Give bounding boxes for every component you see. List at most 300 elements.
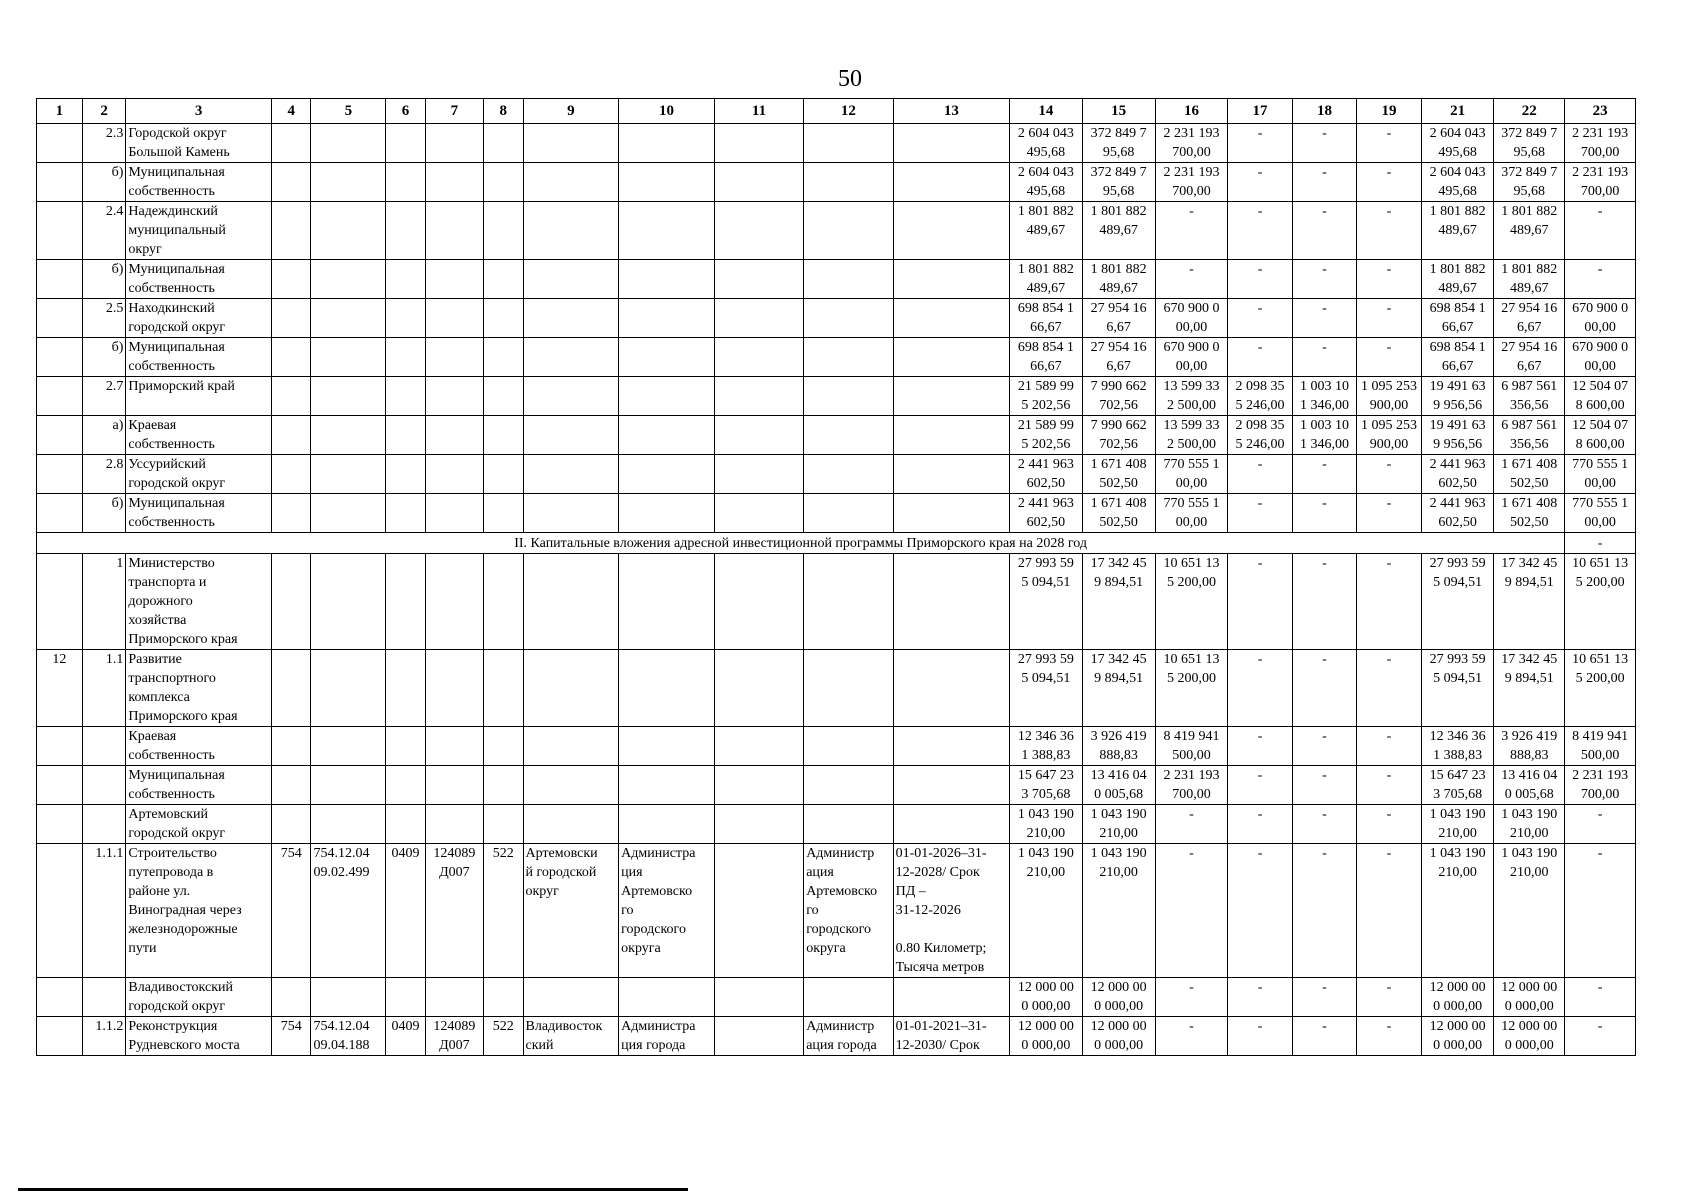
table-cell — [386, 416, 426, 455]
table-cell: - — [1357, 260, 1421, 299]
table-cell — [311, 805, 386, 844]
table-row — [37, 650, 1636, 727]
table-cell — [484, 124, 524, 163]
table-cell — [714, 299, 803, 338]
header-cell: 2 — [82, 99, 126, 124]
table-cell: - — [1292, 455, 1356, 494]
table-cell — [484, 338, 524, 377]
table-cell — [37, 338, 83, 377]
table-cell: 13 599 33 2 500,00 — [1155, 416, 1228, 455]
table-cell — [82, 978, 126, 1017]
table-cell: 2 441 963 602,50 — [1421, 494, 1494, 533]
table-cell: 27 954 16 6,67 — [1082, 299, 1155, 338]
table-cell: - — [1565, 202, 1636, 260]
table-cell — [893, 416, 1009, 455]
table-cell: 27 993 59 5 094,51 — [1010, 650, 1083, 727]
table-cell: - — [1292, 805, 1356, 844]
table-cell: - — [1155, 805, 1228, 844]
header-cell: 10 — [619, 99, 715, 124]
table-row — [37, 1017, 1636, 1056]
table-cell: 1 095 253 900,00 — [1357, 416, 1421, 455]
table-cell — [804, 202, 893, 260]
table-cell: - — [1357, 124, 1421, 163]
table-cell — [484, 727, 524, 766]
table-cell: 1 801 882 489,67 — [1494, 260, 1565, 299]
header-cell: 8 — [484, 99, 524, 124]
table-cell — [271, 202, 311, 260]
table-cell — [804, 554, 893, 650]
table-cell: - — [1292, 554, 1356, 650]
table-cell: 12 000 00 0 000,00 — [1421, 1017, 1494, 1056]
section-title: II. Капитальные вложения адресной инвестиционной программы Приморского края на 2028 год — [37, 533, 1565, 554]
table-cell: 21 589 99 5 202,56 — [1010, 416, 1083, 455]
table-cell — [271, 494, 311, 533]
table-cell: 1 043 190 210,00 — [1082, 844, 1155, 978]
table-cell — [714, 260, 803, 299]
table-cell — [523, 260, 619, 299]
table-cell — [714, 494, 803, 533]
table-cell — [311, 978, 386, 1017]
table-cell: 10 651 13 5 200,00 — [1155, 650, 1228, 727]
table-cell: 1 043 190 210,00 — [1082, 805, 1155, 844]
table-cell — [271, 554, 311, 650]
table-cell: б) — [82, 163, 126, 202]
table-cell: 670 900 0 00,00 — [1565, 299, 1636, 338]
table-cell — [619, 416, 715, 455]
table-cell: - — [1228, 163, 1292, 202]
header-cell: 17 — [1228, 99, 1292, 124]
table-cell: 19 491 63 9 956,56 — [1421, 416, 1494, 455]
table-cell: Строительство путепровода в районе ул. Виноградная через железнодорожные пути — [126, 844, 272, 978]
table-cell — [37, 978, 83, 1017]
table-cell: 698 854 1 66,67 — [1010, 338, 1083, 377]
table-cell: 7 990 662 702,56 — [1082, 416, 1155, 455]
header-cell: 4 — [271, 99, 311, 124]
table-cell — [804, 727, 893, 766]
header-cell: 6 — [386, 99, 426, 124]
table-cell — [619, 202, 715, 260]
table-cell — [804, 455, 893, 494]
table-cell: 12 000 00 0 000,00 — [1010, 978, 1083, 1017]
table-cell: 1 801 882 489,67 — [1010, 202, 1083, 260]
table-cell — [386, 766, 426, 805]
table-cell: 12 000 00 0 000,00 — [1082, 978, 1155, 1017]
table-cell: 1 801 882 489,67 — [1494, 202, 1565, 260]
table-cell: 670 900 0 00,00 — [1155, 299, 1228, 338]
table-cell: 1 095 253 900,00 — [1357, 377, 1421, 416]
table-cell: - — [1155, 978, 1228, 1017]
table-cell — [893, 124, 1009, 163]
table-row — [37, 727, 1636, 766]
table-cell — [271, 727, 311, 766]
table-cell: 2 441 963 602,50 — [1421, 455, 1494, 494]
table-cell: 10 651 13 5 200,00 — [1565, 554, 1636, 650]
table-cell: 12 000 00 0 000,00 — [1494, 978, 1565, 1017]
table-cell: Приморский край — [126, 377, 272, 416]
table-cell — [523, 202, 619, 260]
table-cell: 2.5 — [82, 299, 126, 338]
table-cell: Администр ация Артемовско го городского округа — [804, 844, 893, 978]
table-cell — [714, 163, 803, 202]
table-cell — [619, 650, 715, 727]
table-cell: - — [1228, 650, 1292, 727]
table-cell — [311, 260, 386, 299]
table-cell: - — [1292, 727, 1356, 766]
table-cell — [311, 455, 386, 494]
table-cell — [271, 124, 311, 163]
table-cell: 12 000 00 0 000,00 — [1421, 978, 1494, 1017]
table-cell: 1 801 882 489,67 — [1082, 260, 1155, 299]
table-cell: - — [1565, 844, 1636, 978]
header-cell: 18 — [1292, 99, 1356, 124]
table-cell — [386, 163, 426, 202]
table-cell: 2 604 043 495,68 — [1010, 163, 1083, 202]
table-cell — [37, 124, 83, 163]
table-cell: 1 043 190 210,00 — [1010, 805, 1083, 844]
table-cell: 27 993 59 5 094,51 — [1010, 554, 1083, 650]
table-cell: - — [1228, 124, 1292, 163]
table-cell — [37, 766, 83, 805]
table-cell: 1 671 408 502,50 — [1494, 455, 1565, 494]
header-cell: 15 — [1082, 99, 1155, 124]
table-cell — [804, 805, 893, 844]
table-cell: - — [1565, 1017, 1636, 1056]
table-cell — [311, 202, 386, 260]
table-cell: - — [1228, 299, 1292, 338]
table-cell: - — [1228, 455, 1292, 494]
table-cell: Артемовский городской округ — [126, 805, 272, 844]
table-cell: 27 993 59 5 094,51 — [1421, 554, 1494, 650]
table-cell: б) — [82, 494, 126, 533]
table-cell — [714, 455, 803, 494]
table-cell — [804, 978, 893, 1017]
header-cell: 5 — [311, 99, 386, 124]
table-cell: - — [1565, 805, 1636, 844]
header-cell: 16 — [1155, 99, 1228, 124]
table-cell: 2 604 043 495,68 — [1010, 124, 1083, 163]
page-number: 50 — [838, 66, 862, 92]
table-cell: 1 671 408 502,50 — [1082, 494, 1155, 533]
table-cell — [386, 260, 426, 299]
table-cell — [619, 299, 715, 338]
table-cell: 1 003 10 1 346,00 — [1292, 377, 1356, 416]
table-cell — [714, 650, 803, 727]
table-cell — [311, 124, 386, 163]
table-cell: Развитие транспортного комплекса Приморского края — [126, 650, 272, 727]
table-cell: 754.12.04 09.04.188 — [311, 1017, 386, 1056]
table-cell — [425, 260, 483, 299]
table-cell: - — [1228, 202, 1292, 260]
table-cell — [804, 260, 893, 299]
table-cell — [804, 338, 893, 377]
table-cell: 1 801 882 489,67 — [1082, 202, 1155, 260]
table-cell — [523, 727, 619, 766]
table-cell — [804, 299, 893, 338]
table-cell — [311, 766, 386, 805]
table-cell — [386, 338, 426, 377]
table-row — [37, 494, 1636, 533]
header-cell: 12 — [804, 99, 893, 124]
table-row — [37, 377, 1636, 416]
table-cell: Муниципальная собственность — [126, 163, 272, 202]
table-cell: 2 231 193 700,00 — [1565, 766, 1636, 805]
table-cell: 1 671 408 502,50 — [1082, 455, 1155, 494]
table-row — [37, 805, 1636, 844]
table-cell: - — [1357, 202, 1421, 260]
table-cell — [37, 299, 83, 338]
table-row — [37, 416, 1636, 455]
table-cell: - — [1228, 1017, 1292, 1056]
table-cell: 12 346 36 1 388,83 — [1010, 727, 1083, 766]
table-cell — [271, 377, 311, 416]
table-cell — [311, 554, 386, 650]
table-cell: - — [1155, 202, 1228, 260]
table-cell — [484, 377, 524, 416]
table-cell — [893, 805, 1009, 844]
table-cell: 3 926 419 888,83 — [1494, 727, 1565, 766]
table-cell — [386, 805, 426, 844]
table-cell: - — [1228, 727, 1292, 766]
table-cell: 2.7 — [82, 377, 126, 416]
table-cell: 2 231 193 700,00 — [1155, 163, 1228, 202]
table-cell — [714, 727, 803, 766]
table-cell: - — [1357, 805, 1421, 844]
table-cell: 27 954 16 6,67 — [1494, 299, 1565, 338]
table-cell: - — [1292, 338, 1356, 377]
table-cell: б) — [82, 338, 126, 377]
table-cell — [714, 844, 803, 978]
table-cell: - — [1357, 554, 1421, 650]
table-row — [37, 202, 1636, 260]
table-cell — [893, 766, 1009, 805]
header-cell: 7 — [425, 99, 483, 124]
table-cell: 1 671 408 502,50 — [1494, 494, 1565, 533]
table-cell — [804, 766, 893, 805]
table-cell — [425, 416, 483, 455]
table-cell: - — [1292, 124, 1356, 163]
table-cell: 12 000 00 0 000,00 — [1010, 1017, 1083, 1056]
table-cell — [714, 416, 803, 455]
table-row — [37, 455, 1636, 494]
header-row — [37, 99, 1636, 124]
table-cell — [619, 455, 715, 494]
table-cell — [714, 554, 803, 650]
table-cell: - — [1292, 1017, 1356, 1056]
table-cell: - — [1565, 978, 1636, 1017]
table-cell: 6 987 561 356,56 — [1494, 377, 1565, 416]
table-cell: 15 647 23 3 705,68 — [1010, 766, 1083, 805]
table-cell: Муниципальная собственность — [126, 338, 272, 377]
table-cell: - — [1292, 844, 1356, 978]
table-cell: 27 993 59 5 094,51 — [1421, 650, 1494, 727]
header-cell: 23 — [1565, 99, 1636, 124]
table-cell — [714, 377, 803, 416]
header-cell: 9 — [523, 99, 619, 124]
table-cell — [484, 202, 524, 260]
table-cell: 2 441 963 602,50 — [1010, 455, 1083, 494]
table-cell — [311, 650, 386, 727]
table-cell: 27 954 16 6,67 — [1082, 338, 1155, 377]
table-cell — [893, 978, 1009, 1017]
table-cell: 01-01-2026–31- 12-2028/ Срок ПД – 31-12-2026 0.80 Километр; Тысяча метров — [893, 844, 1009, 978]
table-cell — [425, 124, 483, 163]
table-cell — [484, 805, 524, 844]
table-cell: Администр ация города — [804, 1017, 893, 1056]
table-cell: Муниципальная собственность — [126, 260, 272, 299]
table-cell: Министерство транспорта и дорожного хозяйства Приморского края — [126, 554, 272, 650]
table-cell: 1 043 190 210,00 — [1010, 844, 1083, 978]
table-cell: 12 504 07 8 600,00 — [1565, 416, 1636, 455]
table-cell — [893, 299, 1009, 338]
table-cell — [714, 978, 803, 1017]
table-cell — [714, 124, 803, 163]
table-cell: - — [1565, 260, 1636, 299]
table-cell: 372 849 7 95,68 — [1082, 124, 1155, 163]
table-cell: 522 — [484, 1017, 524, 1056]
table-cell — [523, 455, 619, 494]
table-cell — [893, 554, 1009, 650]
table-cell — [271, 978, 311, 1017]
table-cell — [271, 805, 311, 844]
table-cell — [714, 766, 803, 805]
table-cell: 372 849 7 95,68 — [1494, 163, 1565, 202]
table-cell — [804, 650, 893, 727]
table-cell: 2 604 043 495,68 — [1421, 124, 1494, 163]
table-cell: 770 555 1 00,00 — [1155, 494, 1228, 533]
table-cell: Краевая собственность — [126, 727, 272, 766]
table-cell: 15 647 23 3 705,68 — [1421, 766, 1494, 805]
table-cell — [271, 650, 311, 727]
table-cell: 12 346 36 1 388,83 — [1421, 727, 1494, 766]
table-cell: - — [1228, 554, 1292, 650]
table-cell — [271, 260, 311, 299]
table-cell: 770 555 1 00,00 — [1565, 494, 1636, 533]
header-cell: 14 — [1010, 99, 1083, 124]
table-cell: - — [1292, 163, 1356, 202]
table-cell — [484, 650, 524, 727]
table-cell — [311, 416, 386, 455]
table-cell — [386, 377, 426, 416]
table-cell: 522 — [484, 844, 524, 978]
table-cell: б) — [82, 260, 126, 299]
table-row — [37, 124, 1636, 163]
table-cell: Реконструкция Рудневского моста — [126, 1017, 272, 1056]
table-cell: 1.1.1 — [82, 844, 126, 978]
table-cell: 0409 — [386, 1017, 426, 1056]
table-cell: 1 003 10 1 346,00 — [1292, 416, 1356, 455]
table-cell: 698 854 1 66,67 — [1421, 338, 1494, 377]
table-cell: Муниципальная собственность — [126, 766, 272, 805]
table-cell: 754 — [271, 1017, 311, 1056]
table-cell: 698 854 1 66,67 — [1421, 299, 1494, 338]
table-cell: - — [1357, 844, 1421, 978]
header-cell: 22 — [1494, 99, 1565, 124]
table-cell — [425, 727, 483, 766]
table-cell — [523, 494, 619, 533]
table-cell — [271, 338, 311, 377]
table-cell — [37, 455, 83, 494]
table-cell: 2 231 193 700,00 — [1565, 163, 1636, 202]
table-cell — [714, 338, 803, 377]
table-cell — [484, 455, 524, 494]
table-cell — [386, 554, 426, 650]
table-cell — [425, 978, 483, 1017]
table-cell: 12 000 00 0 000,00 — [1082, 1017, 1155, 1056]
table-cell — [37, 554, 83, 650]
table-cell — [484, 416, 524, 455]
table-cell — [619, 766, 715, 805]
table-cell: - — [1292, 202, 1356, 260]
table-cell — [386, 978, 426, 1017]
table-cell: - — [1357, 338, 1421, 377]
table-cell — [37, 163, 83, 202]
table-row — [37, 299, 1636, 338]
table-cell: 12 — [37, 650, 83, 727]
table-cell: - — [1357, 494, 1421, 533]
table-cell — [425, 163, 483, 202]
table-cell — [425, 202, 483, 260]
table-cell — [893, 202, 1009, 260]
table-cell: - — [1228, 978, 1292, 1017]
table-cell — [804, 163, 893, 202]
table-cell — [619, 163, 715, 202]
table-cell — [425, 766, 483, 805]
table-cell — [893, 650, 1009, 727]
table-cell — [386, 299, 426, 338]
section-last-cell: - — [1565, 533, 1636, 554]
table-cell: 27 954 16 6,67 — [1494, 338, 1565, 377]
table-cell: 0409 — [386, 844, 426, 978]
table-cell: 2 098 35 5 246,00 — [1228, 377, 1292, 416]
table-cell: - — [1357, 727, 1421, 766]
table-row — [37, 844, 1636, 978]
table-cell — [271, 766, 311, 805]
table-cell: 13 599 33 2 500,00 — [1155, 377, 1228, 416]
table-cell: 8 419 941 500,00 — [1155, 727, 1228, 766]
table-cell: 17 342 45 9 894,51 — [1082, 554, 1155, 650]
table-cell: - — [1155, 1017, 1228, 1056]
table-cell — [523, 805, 619, 844]
table-cell: - — [1292, 650, 1356, 727]
table-cell — [714, 805, 803, 844]
table-cell: 770 555 1 00,00 — [1565, 455, 1636, 494]
table-cell: - — [1228, 338, 1292, 377]
table-cell — [619, 338, 715, 377]
table-cell — [37, 727, 83, 766]
table-cell — [619, 377, 715, 416]
table-cell — [804, 124, 893, 163]
table-cell: - — [1357, 163, 1421, 202]
table-cell: 1 801 882 489,67 — [1421, 202, 1494, 260]
table-cell: 8 419 941 500,00 — [1565, 727, 1636, 766]
table-cell: - — [1228, 260, 1292, 299]
header-cell: 21 — [1421, 99, 1494, 124]
table-cell — [893, 163, 1009, 202]
table-cell — [37, 805, 83, 844]
table-cell — [37, 260, 83, 299]
table-cell — [425, 554, 483, 650]
table-cell — [37, 202, 83, 260]
table-cell: 2 098 35 5 246,00 — [1228, 416, 1292, 455]
table-cell — [311, 163, 386, 202]
table-cell — [619, 554, 715, 650]
table-cell: а) — [82, 416, 126, 455]
table-cell — [484, 299, 524, 338]
table-cell — [714, 202, 803, 260]
table-cell — [619, 494, 715, 533]
table-cell — [484, 163, 524, 202]
table-cell — [386, 650, 426, 727]
